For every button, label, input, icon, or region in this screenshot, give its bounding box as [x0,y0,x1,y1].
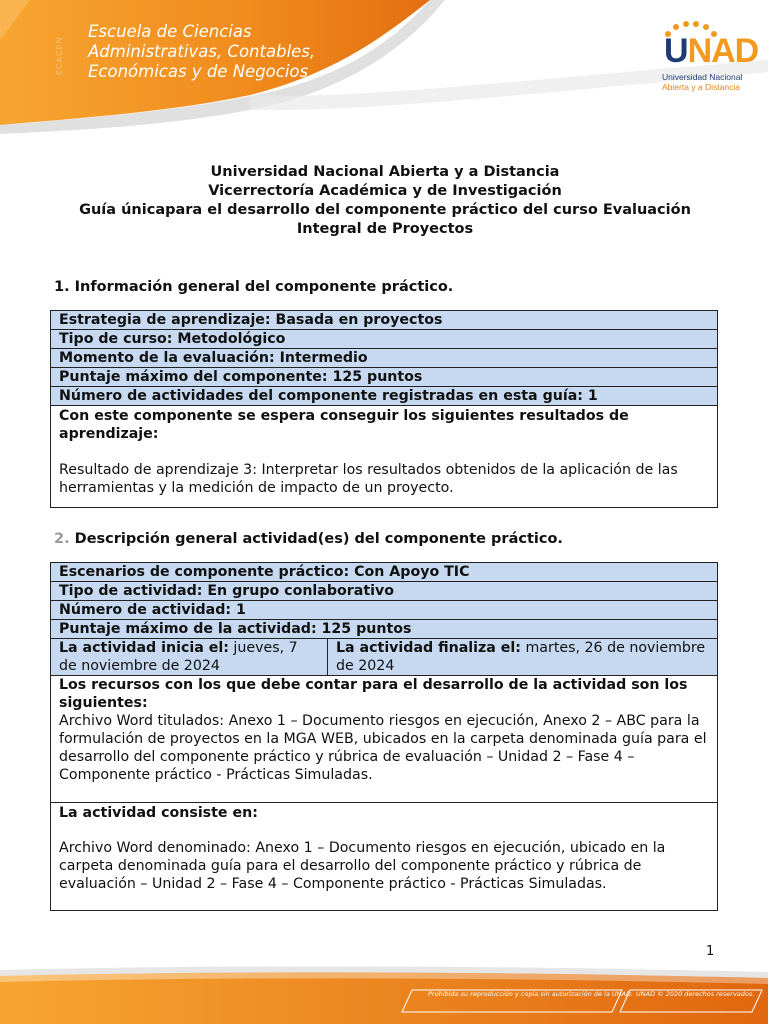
unad-logo [640,18,760,98]
logo-wordmark: UNAD [664,32,759,70]
logo-subtitle: Universidad Nacional Abierta y a Distancia [662,72,743,92]
footer-notice: Prohibida su reproducción y copia sin autorización de la UNAD. [428,990,634,998]
footer-copyright: UNAD © 2020 derechos reservados. [636,990,755,998]
table-row: Momento de la evaluación: Intermedio [51,349,718,368]
table-row: Puntaje máximo de la actividad: 125 puntos [51,620,718,639]
activity-cell [51,803,718,911]
activity-heading: La actividad consiste en: [59,805,258,821]
end-date-cell: La actividad finaliza el: martes, 26 de noviembre de 2024 [328,639,718,676]
table-row: Estrategia de aprendizaje: Basada en proyectos [51,311,718,330]
learning-outcomes-cell [51,406,718,508]
title-line: Integral de Proyectos [296,221,474,237]
school-line: Económicas y de Negocios [88,62,309,81]
activity-text: Archivo Word denominado: Anexo 1 – Documento riesgos en ejecución, ubicado en la carpeta denominada guía para el desarrollo del componente práctico y rúbrica de evaluación – Unidad 2 – Fase 4 – Componente práctico - Prácticas Simuladas. [59,840,666,892]
resources-heading: Los recursos con los que debe contar para el desarrollo de la actividad son los siguientes: [59,677,688,711]
outcome-text: Resultado de aprendizaje 3: Interpretar los resultados obtenidos de la aplicación de las herramientas y la medición de impacto de un proyecto. [59,462,678,496]
section-1-heading: 1. Información general del componente práctico. [54,279,454,295]
table-row: Tipo de actividad: En grupo conlaborativo [51,582,718,601]
resources-cell [51,676,718,803]
table-row: Tipo de curso: Metodológico [51,330,718,349]
start-date-cell: La actividad inicia el: jueves, 7 de noviembre de 2024 [51,639,328,676]
outcomes-heading: Con este componente se espera conseguir los siguientes resultados de aprendizaje: [59,408,629,442]
page-header [0,0,768,150]
table-row: Número de actividades del componente registradas en esta guía: 1 [51,387,718,406]
title-line: Universidad Nacional Abierta y a Distancia [210,164,560,180]
school-line: Administrativas, Contables, [88,42,316,61]
section-1-table [50,310,718,508]
table-row: Escenarios de componente práctico: Con Apoyo TIC [51,563,718,582]
title-line: Vicerrectoría Académica y de Investigación [208,183,562,199]
school-name [88,22,315,82]
resources-text: Archivo Word titulados: Anexo 1 – Documento riesgos en ejecución, Anexo 2 – ABC para la formulación de proyectos en la MGA WEB, ubicados en la carpeta denominada guía para el desarrollo del componente práctico y rúbrica de evaluación – Unidad 2 – Fase 4 – Componente práctico - Prácticas Simuladas. [59,713,707,783]
section-2-heading: 2. Descripción general actividad(es) del componente práctico. [54,531,563,547]
page-number: 1 [706,944,715,959]
school-line: Escuela de Ciencias [88,22,252,41]
section-2-table [50,562,718,911]
document-title-block [40,163,730,239]
table-row: Número de actividad: 1 [51,601,718,620]
title-line: Guía únicapara el desarrollo del componente práctico del curso Evaluación [79,202,691,218]
table-row: Puntaje máximo del componente: 125 puntos [51,368,718,387]
vertical-tag: ECACEN [55,36,64,76]
